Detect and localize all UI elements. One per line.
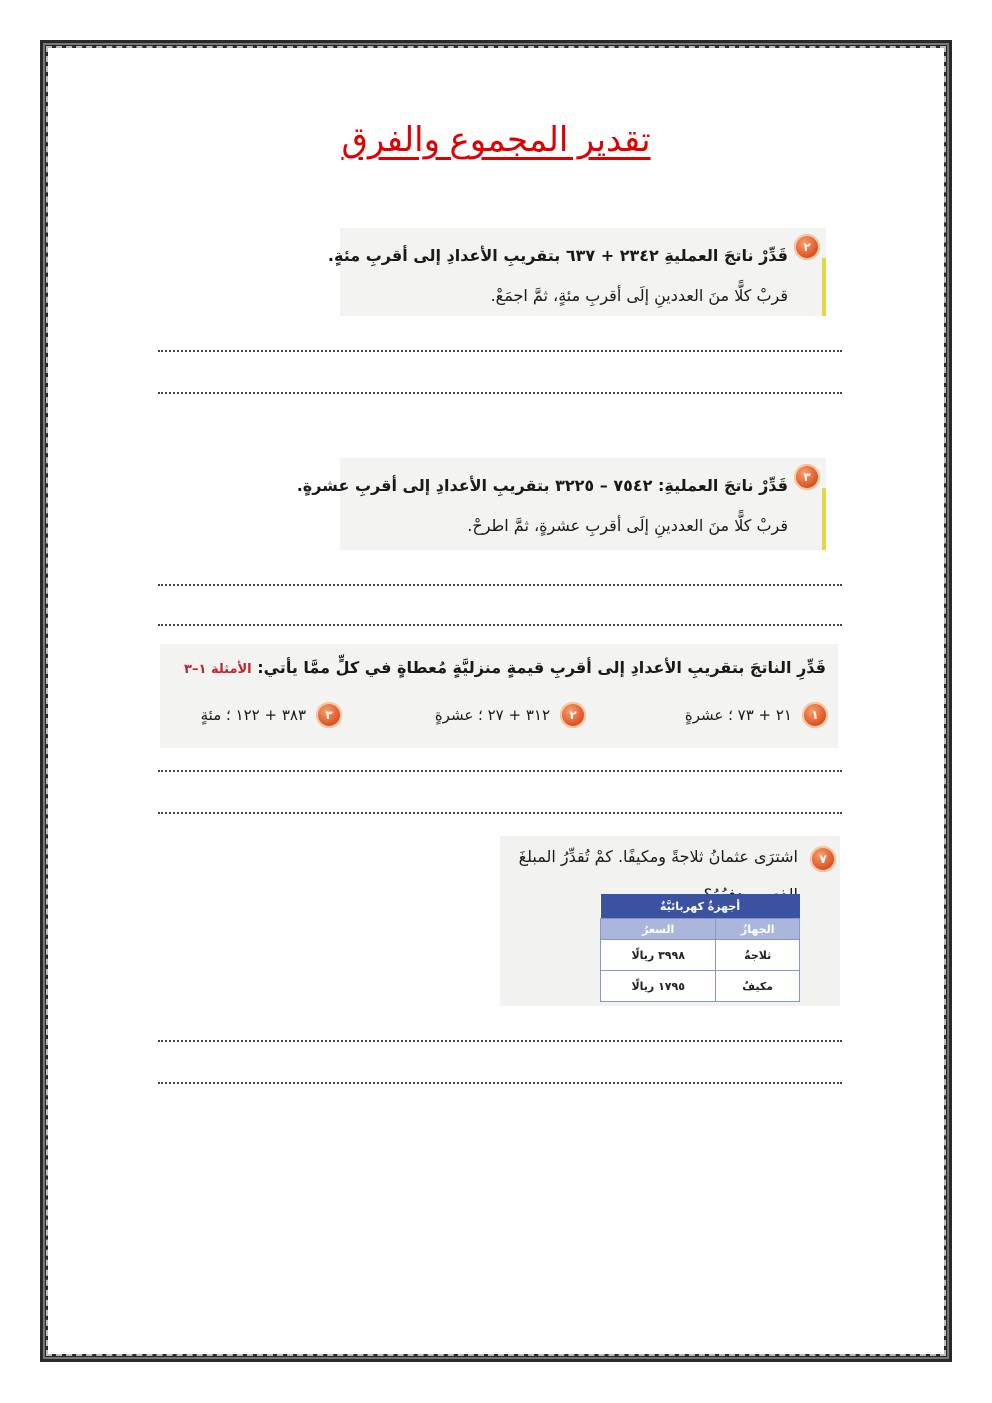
answer-line[interactable] <box>158 392 842 394</box>
answer-line[interactable] <box>158 812 842 814</box>
item-number-badge: ١ <box>802 702 828 728</box>
question-2 <box>296 458 826 550</box>
accent-bar <box>822 488 826 550</box>
question-3-heading <box>166 650 826 688</box>
table-cell-device: ثلاجةٌ <box>716 940 800 971</box>
table-cell-price: ١٧٩٥ ريالًا <box>601 971 716 1002</box>
column-header: السعرُ <box>601 919 716 940</box>
question-3-text: قَدِّرِ الناتجَ بتقريبِ الأعدادِ إلى أقربِ قيمةٍ منزليَّةٍ مُعطاةٍ في كلٍّ ممَّا يأتي: <box>257 658 826 677</box>
table-cell-price: ٣٩٩٨ ريالًا <box>601 940 716 971</box>
answer-line[interactable] <box>158 770 842 772</box>
item-text: ٣١٢ + ٢٧ ؛ عشرةٍ <box>434 706 550 724</box>
item-number-badge: ٣ <box>316 702 342 728</box>
question-number-badge: ٧ <box>810 846 836 872</box>
item-number-badge: ٢ <box>560 702 586 728</box>
table-row <box>601 971 800 1002</box>
question-number-badge: ٣ <box>794 464 820 490</box>
appliances-table <box>600 894 800 1002</box>
table-row <box>601 940 800 971</box>
question-1 <box>327 228 826 316</box>
question-2-text: قَدِّرْ ناتجَ العمليةِ: ٧٥٤٢ – ٣٢٢٥ بتقريبِ الأعدادِ إلى أقربِ عشرةٍ. <box>296 476 788 495</box>
item-text: ٢١ + ٧٣ ؛ عشرةٍ <box>684 706 792 724</box>
answer-line[interactable] <box>158 624 842 626</box>
question-1-hint: قربْ كلًّا منَ العددينِ إلَى أقربِ مئةٍ، ثمَّ اجمَعْ. <box>490 286 788 305</box>
table-cell-device: مكيفٌ <box>716 971 800 1002</box>
list-item <box>201 702 342 728</box>
question-3 <box>160 644 838 748</box>
list-item <box>685 702 828 728</box>
question-2-hint: قربْ كلًّا منَ العددينِ إلَى أقربِ عشرةٍ، ثمَّ اطرحْ. <box>467 516 788 535</box>
table-caption: أجهزةٌ كهربائيَّةٌ <box>601 894 800 919</box>
examples-reference: الأمثلة ١–٣ <box>184 662 252 677</box>
question-number-badge: ٢ <box>794 234 820 260</box>
list-item <box>435 702 586 728</box>
column-header: الجهازُ <box>716 919 800 940</box>
answer-line[interactable] <box>158 350 842 352</box>
answer-line[interactable] <box>158 1082 842 1084</box>
answer-line[interactable] <box>158 1040 842 1042</box>
question-4-line-1: اشترَى عثمانُ ثلاجةً ومكيفًا. كمْ تُقدِّرُ المبلغَ <box>518 847 798 866</box>
accent-bar <box>822 258 826 316</box>
question-4 <box>500 836 840 1006</box>
item-text: ٣٨٣ + ١٢٢ ؛ مئةٍ <box>200 706 306 724</box>
question-1-text: قَدِّرْ ناتجَ العمليةِ ٢٣٤٢ + ٦٣٧ بتقريبِ الأعدادِ إلى أقربِ مئةٍ. <box>327 246 788 265</box>
answer-line[interactable] <box>158 584 842 586</box>
page-title: تقدير المجموع والفرق <box>341 121 651 159</box>
